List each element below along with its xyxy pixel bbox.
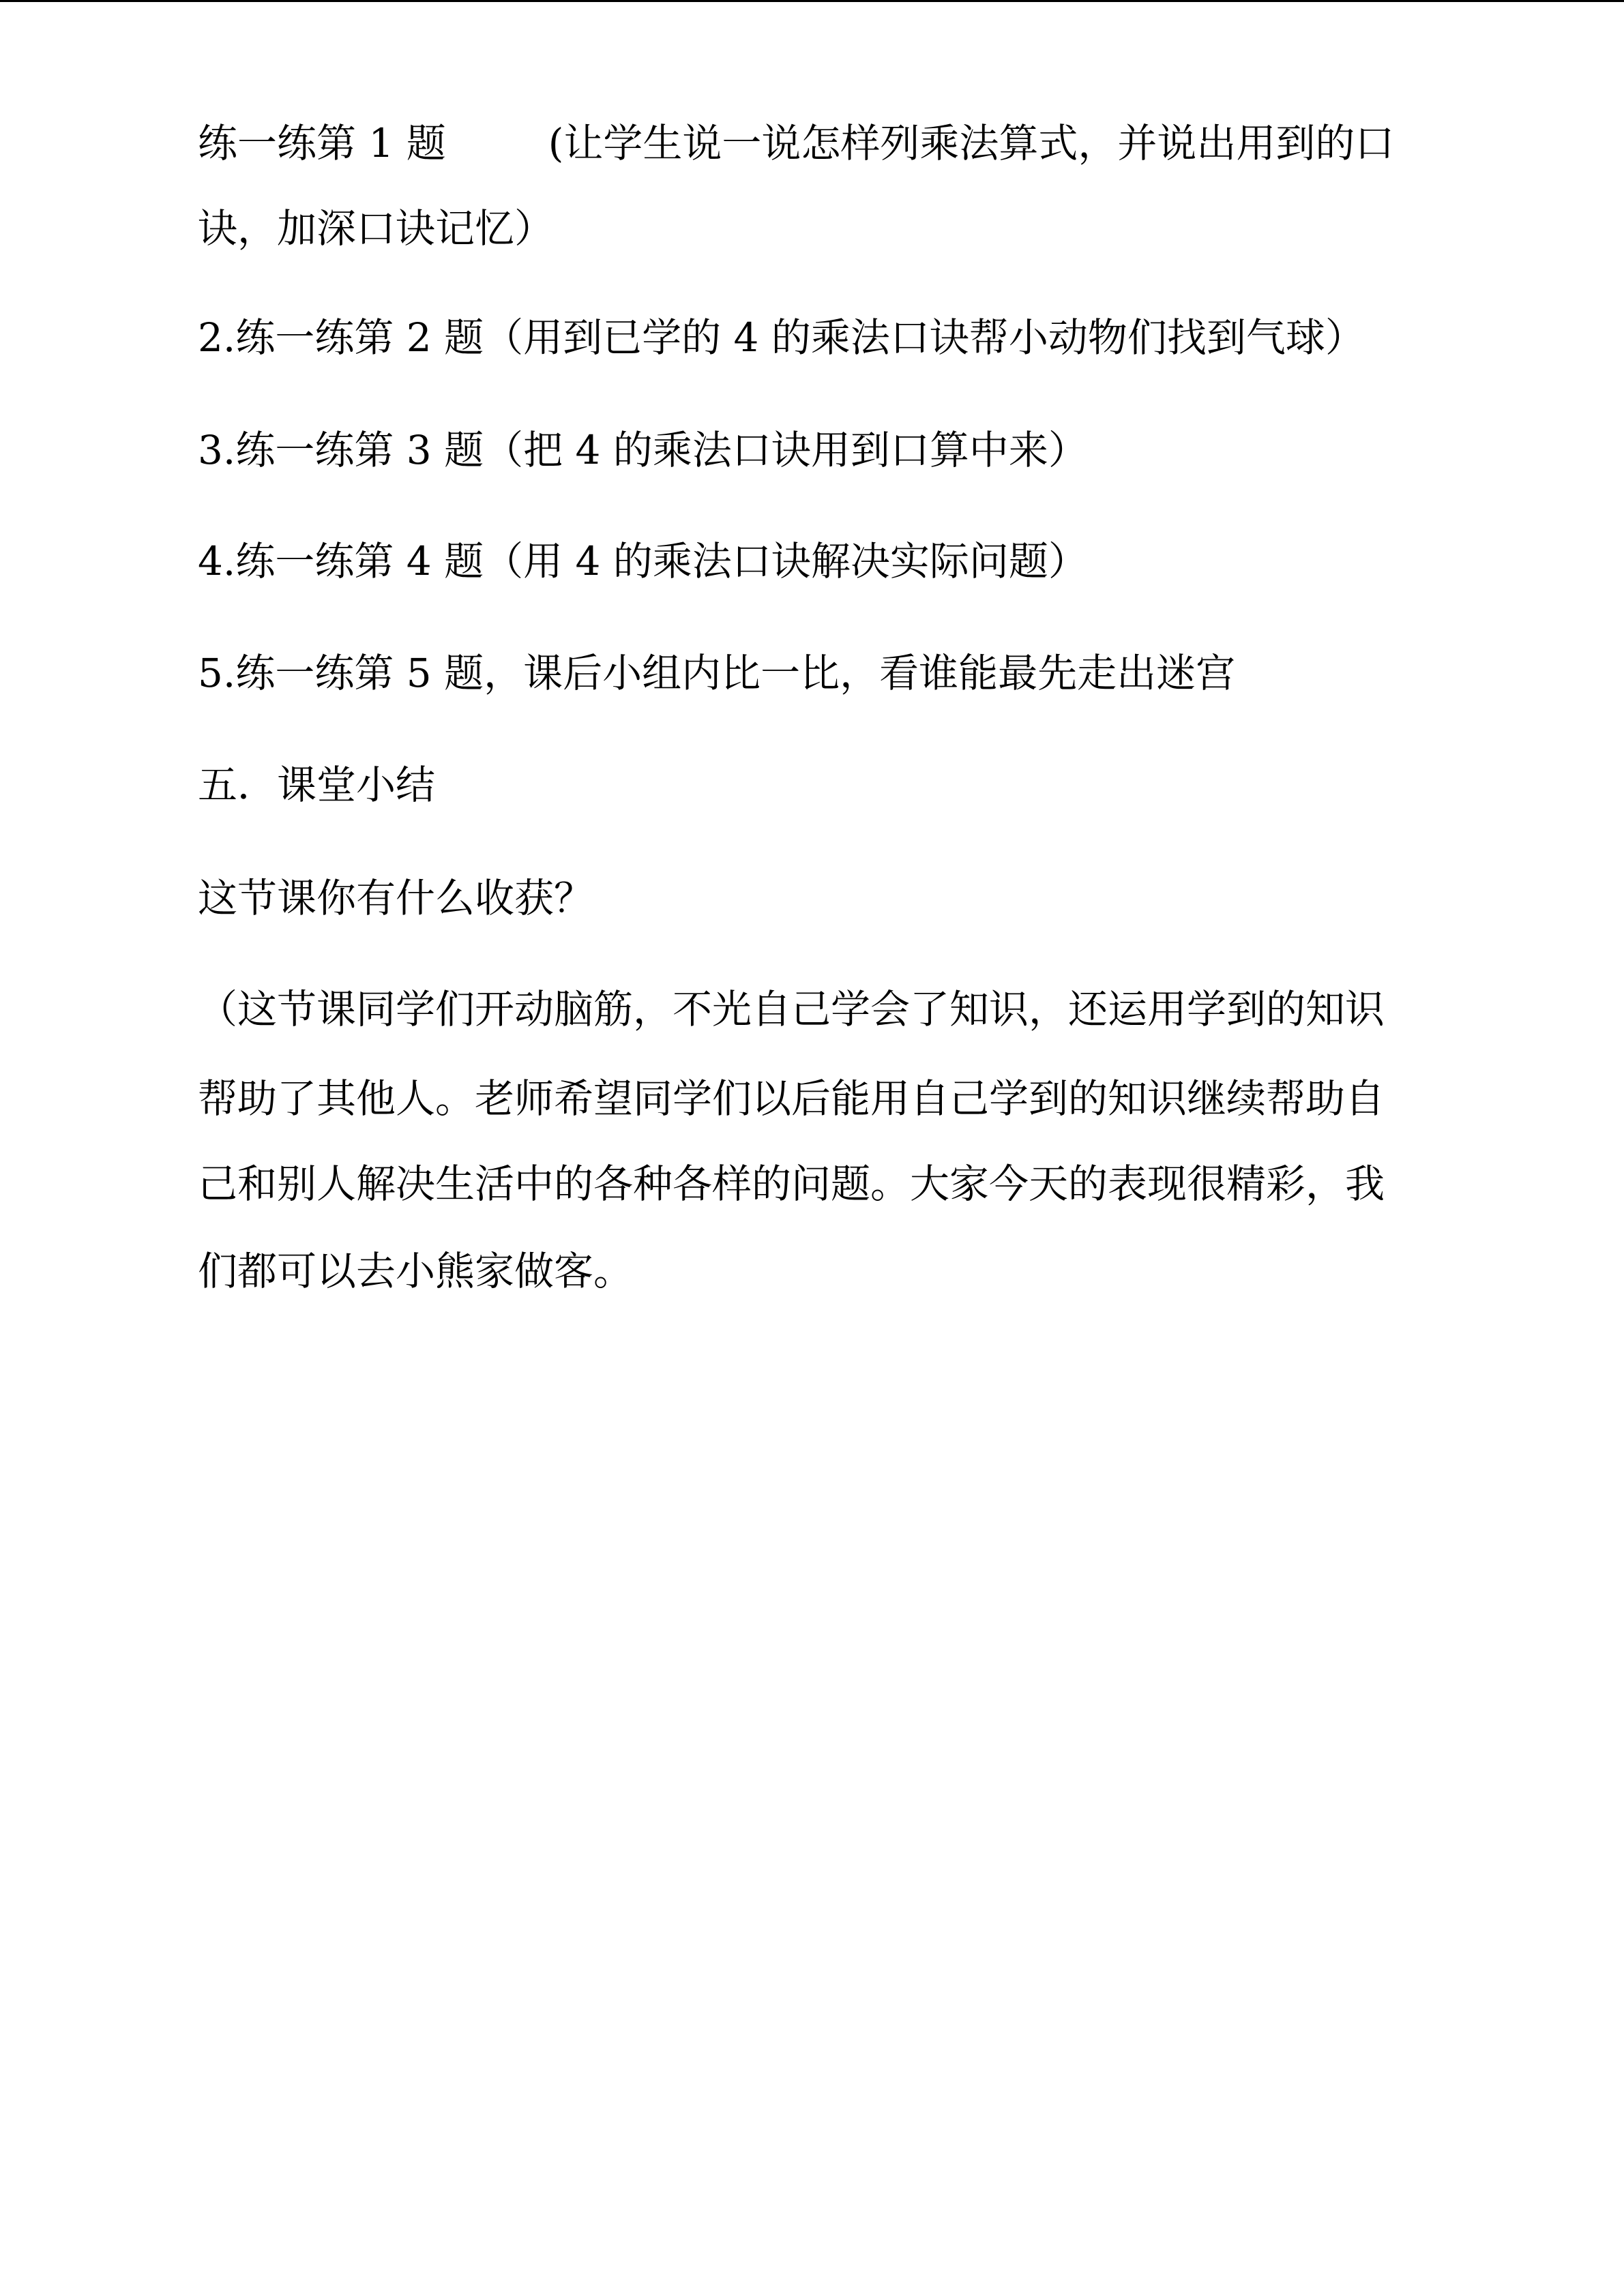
summary-paragraph-line-4: 们都可以去小熊家做客。 (198, 1248, 634, 1294)
exercise-5-line: 5.练一练第 5 题，课后小组内比一比，看谁能最先走出迷宫 (198, 650, 1236, 696)
exercise-1-note-continued: 诀，加深口诀记忆） (198, 205, 555, 252)
summary-paragraph-line-2: 帮助了其他人。老师希望同学们以后能用自己学到的知识继续帮助自 (198, 1075, 1385, 1122)
exercise-2-line: 2.练一练第 2 题（用到已学的 4 的乘法口诀帮小动物们找到气球） (198, 314, 1365, 361)
exercise-4-line: 4.练一练第 4 题（用 4 的乘法口诀解决实际问题） (198, 538, 1088, 584)
summary-paragraph-line-3: 己和别人解决生活中的各种各样的问题。大家今天的表现很精彩，我 (198, 1161, 1385, 1207)
section-heading-summary: 五．课堂小结 (198, 762, 436, 808)
summary-question: 这节课你有什么收获？ (198, 875, 594, 921)
page-top-border (0, 0, 1624, 2)
summary-paragraph-line-1: （这节课同学们开动脑筋，不光自己学会了知识，还运用学到的知识 (198, 986, 1385, 1032)
exercise-1-line (198, 121, 1439, 165)
exercise-3-line: 3.练一练第 3 题（把 4 的乘法口诀用到口算中来） (198, 427, 1088, 473)
exercise-1-title: 练一练第 1 题 (198, 120, 446, 166)
exercise-1-note: (让学生说一说怎样列乘法算式，并说出用到的口 (548, 120, 1395, 166)
